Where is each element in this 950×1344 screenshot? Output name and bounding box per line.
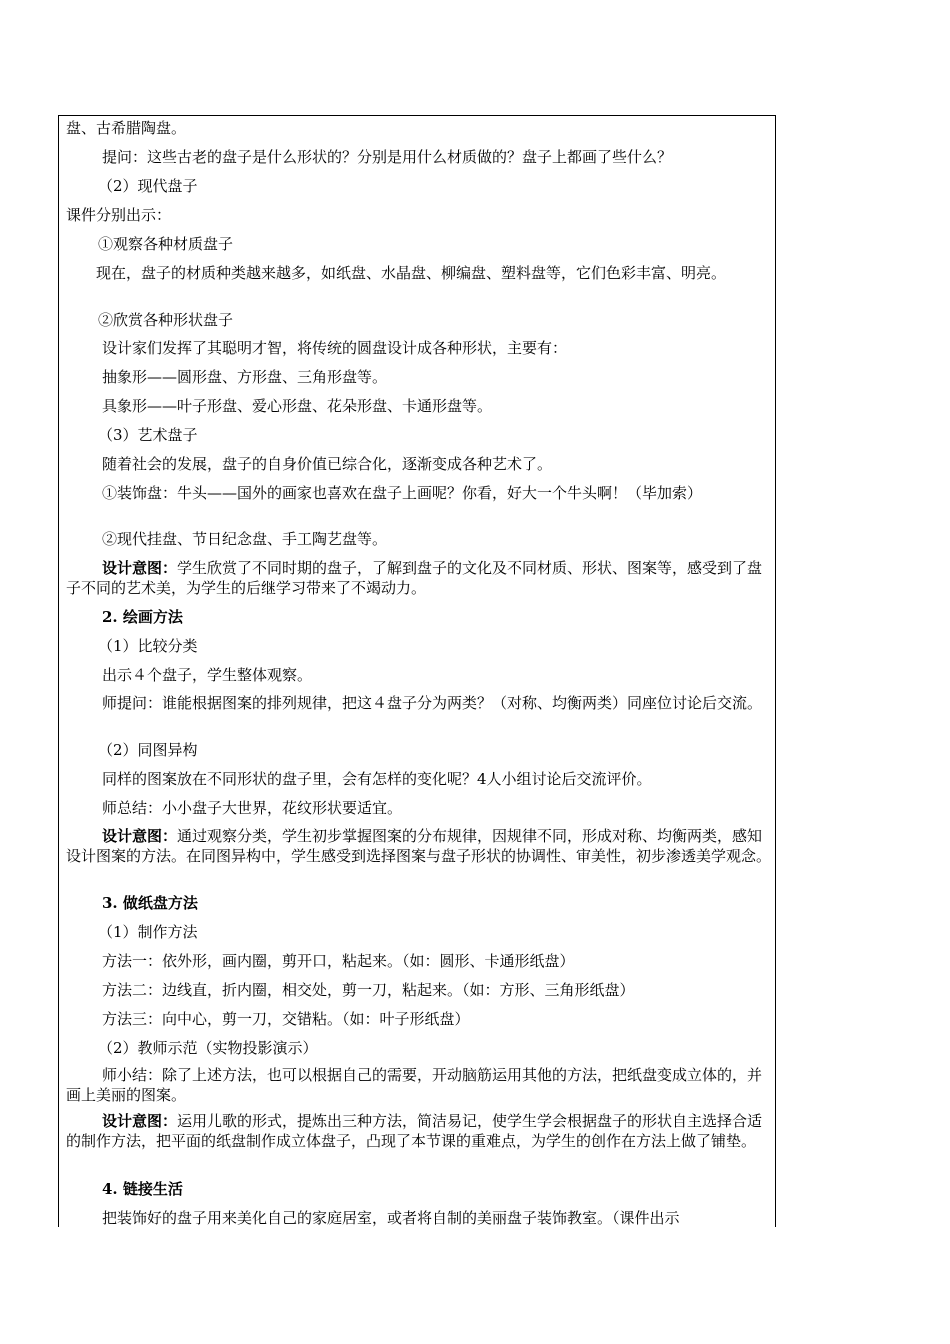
paragraph [66, 661, 771, 690]
paragraph-text: 学生欣赏了不同时期的盘子，了解到盘子的文化及不同材质、形状、图案等，感受到了盘子不同的艺术美，为学生的后继学习带来了不竭动力。 [66, 559, 763, 597]
paragraph-text: （1）制作方法 [98, 923, 198, 941]
paragraph [66, 558, 771, 598]
paragraph-text: （2）同图异构 [98, 741, 198, 759]
paragraph [66, 632, 771, 661]
paragraph-text: 师小结：除了上述方法，也可以根据自己的需要，开动脑筋运用其他的方法，把纸盘变成立体的，并画上美丽的图案。 [66, 1066, 763, 1104]
paragraph-text: 同样的图案放在不同形状的盘子里，会有怎样的变化呢？4人小组讨论后交流评价。 [102, 770, 652, 788]
paragraph-text: 随着社会的发展，盘子的自身价值已综合化，逐渐变成各种艺术了。 [102, 455, 553, 473]
paragraph [66, 201, 771, 230]
bold-label: 设计意图： [102, 559, 178, 577]
paragraph-text: 具象形——叶子形盘、爱心形盘、花朵形盘、卡通形盘等。 [102, 397, 493, 415]
paragraph [66, 826, 771, 866]
bold-label: 3. 做纸盘方法 [102, 894, 198, 912]
paragraph-text: （1）比较分类 [98, 637, 198, 655]
paragraph-text: 现在，盘子的材质种类越来越多，如纸盘、水晶盘、柳编盘、塑料盘等，它们色彩丰富、明亮。 [96, 264, 727, 282]
paragraph [66, 765, 771, 794]
paragraph-text: 方法二：边线直，折内圈，相交处，剪一刀，粘起来。（如：方形、三角形纸盘） [102, 981, 635, 999]
paragraph-text: 课件分别出示： [66, 206, 172, 224]
paragraph-text: ①装饰盘：牛头——国外的画家也喜欢在盘子上画呢？你看，好大一个牛头啊！（毕加索） [102, 484, 703, 502]
paragraph [66, 172, 771, 201]
paragraph [66, 363, 771, 392]
bold-label: 4. 链接生活 [102, 1180, 183, 1198]
paragraph [66, 1005, 771, 1034]
paragraph-text: 把装饰好的盘子用来美化自己的家庭居室，或者将自制的美丽盘子装饰教室。（课件出示 [102, 1209, 680, 1227]
bold-label: 设计意图： [102, 827, 178, 845]
paragraph [66, 1204, 771, 1233]
paragraph-text: （3）艺术盘子 [98, 426, 198, 444]
paragraph [66, 421, 771, 450]
paragraph [66, 603, 771, 632]
paragraph-text: 运用儿歌的形式，提炼出三种方法，简洁易记，使学生学会根据盘子的形状自主选择合适的制作方法，把平面的纸盘制作成立体盘子，凸现了本节课的重难点，为学生的创作在方法上做了铺垫。 [66, 1112, 763, 1150]
paragraph-text: 设计家们发挥了其聪明才智，将传统的圆盘设计成各种形状，主要有： [102, 339, 568, 357]
paragraph [66, 889, 771, 918]
paragraph [66, 334, 771, 363]
paragraph-text: 方法三：向中心，剪一刀，交错粘。（如：叶子形纸盘） [102, 1010, 470, 1028]
paragraph [66, 230, 771, 259]
paragraph-text: ②欣赏各种形状盘子 [98, 311, 234, 329]
paragraph-text: 师总结：小小盘子大世界，花纹形状要适宜。 [102, 799, 403, 817]
paragraph [66, 976, 771, 1005]
paragraph-text: ②现代挂盘、节日纪念盘、手工陶艺盘等。 [102, 530, 388, 548]
paragraph [66, 947, 771, 976]
bold-label: 设计意图： [102, 1112, 178, 1130]
paragraph [66, 306, 771, 335]
paragraph-text: ①观察各种材质盘子 [98, 235, 234, 253]
paragraph [66, 736, 771, 765]
paragraph [66, 794, 771, 823]
paragraph [66, 1065, 771, 1105]
paragraph [66, 1175, 771, 1204]
paragraph [66, 262, 771, 284]
paragraph-text: 方法一：依外形，画内圈，剪开口，粘起来。（如：圆形、卡通形纸盘） [102, 952, 575, 970]
bold-label: 2. 绘画方法 [102, 608, 183, 626]
paragraph-text: 盘、古希腊陶盘。 [66, 119, 187, 137]
paragraph-text: （2）教师示范（实物投影演示） [98, 1039, 318, 1057]
paragraph [66, 1034, 771, 1063]
paragraph-text: （2）现代盘子 [98, 177, 198, 195]
paragraph [66, 692, 771, 714]
paragraph-text: 抽象形——圆形盘、方形盘、三角形盘等。 [102, 368, 388, 386]
paragraph [66, 392, 771, 421]
paragraph [66, 143, 771, 172]
paragraph [66, 114, 771, 143]
paragraph-text: 通过观察分类，学生初步掌握图案的分布规律，因规律不同，形成对称、均衡两类，感知设计图案的方法。在同图异构中，学生感受到选择图案与盘子形状的协调性、审美性，初步渗透美学观念。 [66, 827, 772, 865]
paragraph [66, 918, 771, 947]
paragraph-text: 师提问：谁能根据图案的排列规律，把这４盘子分为两类？（对称、均衡两类）同座位讨论后交流。 [102, 694, 763, 712]
paragraph [66, 450, 771, 479]
paragraph [66, 482, 771, 504]
paragraph-text: 提问：这些古老的盘子是什么形状的？分别是用什么材质做的？盘子上都画了些什么？ [102, 148, 673, 166]
paragraph-text: 出示４个盘子，学生整体观察。 [102, 666, 313, 684]
paragraph [66, 1111, 771, 1151]
paragraph [66, 525, 771, 554]
